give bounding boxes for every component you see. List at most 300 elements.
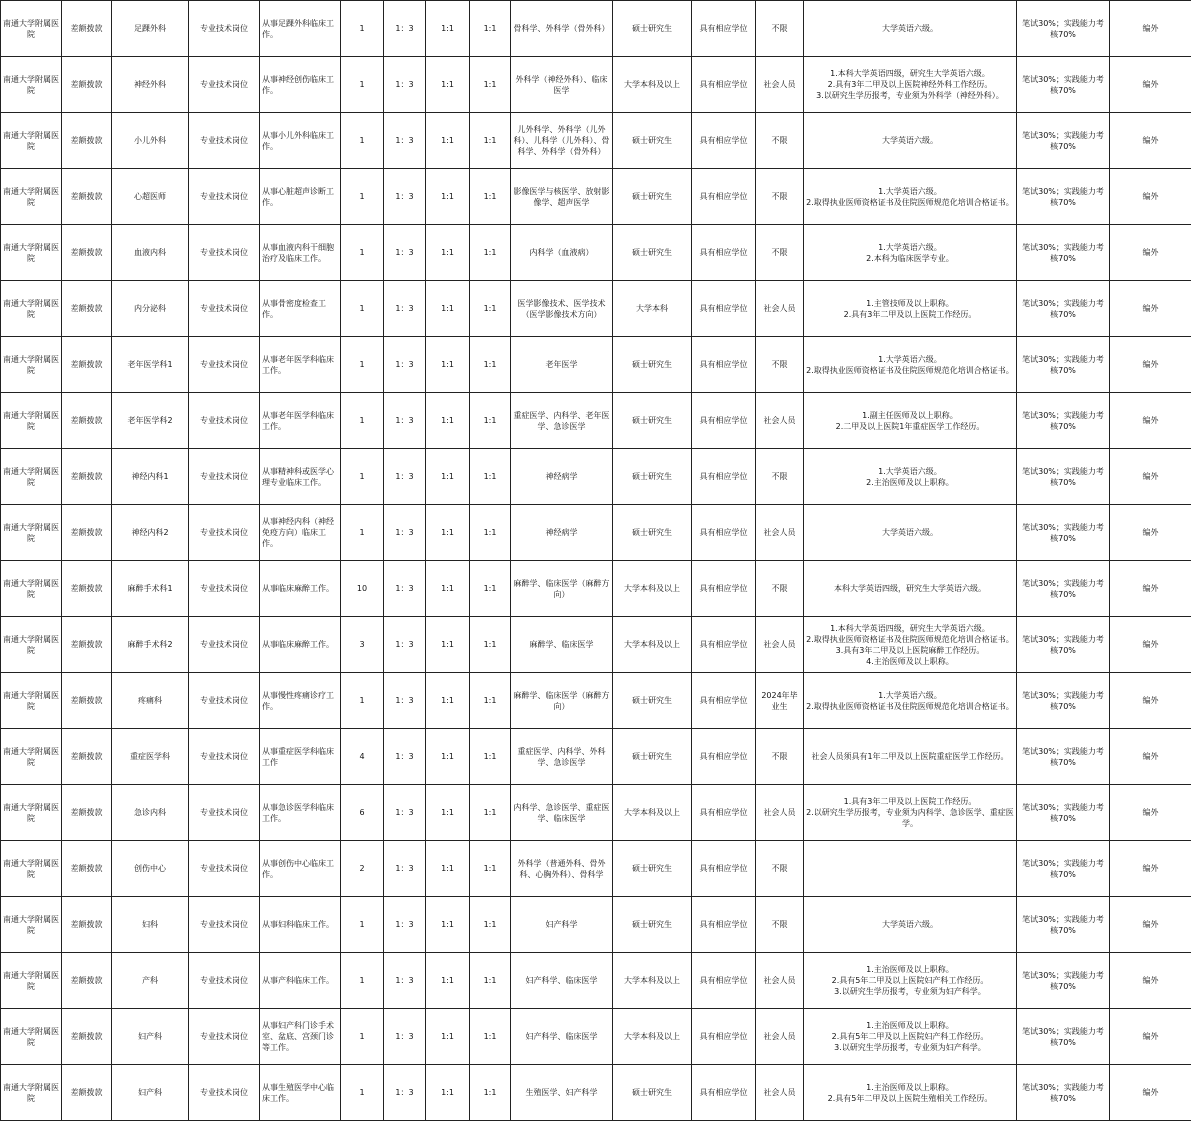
major-cell: 重症医学、内科学、老年医学、急诊医学 [511,393,613,449]
requirement-line: 2.取得执业医师资格证书及住院医师规范化培训合格证书。 [806,197,1014,208]
target-cell: 社会人员 [756,57,804,113]
target-cell: 社会人员 [756,1009,804,1065]
staffing-cell: 编外 [1110,113,1191,169]
staffing-cell: 编外 [1110,897,1191,953]
funding-cell: 差额拨款 [62,1065,112,1121]
count-cell: 6 [341,785,384,841]
requirement-line: 3.以研究生学历报考，专业须为外科学（神经外科）。 [806,90,1014,101]
education-cell: 硕士研究生 [613,337,692,393]
degree-cell: 具有相应学位 [692,841,756,897]
requirement-line: 1.本科大学英语四级，研究生大学英语六级。 [806,68,1014,79]
exam-ratio-cell: 1：3 [384,57,426,113]
ratio-2-cell: 1:1 [426,897,470,953]
education-cell: 大学本科及以上 [613,561,692,617]
requirements-cell [804,281,1017,337]
requirement-line: 1.主治医师及以上职称。 [806,964,1014,975]
post-cell: 内分泌科 [112,281,189,337]
unit-cell: 南通大学附属医院 [1,225,62,281]
unit-cell: 南通大学附属医院 [1,897,62,953]
exam-ratio-cell: 1：3 [384,337,426,393]
education-cell: 硕士研究生 [613,449,692,505]
funding-cell: 差额拨款 [62,281,112,337]
table-row [1,617,1191,673]
requirements-cell [804,729,1017,785]
education-cell: 大学本科及以上 [613,617,692,673]
degree-cell: 具有相应学位 [692,953,756,1009]
staffing-cell: 编外 [1110,841,1191,897]
ratio-2-cell: 1:1 [426,505,470,561]
staffing-cell: 编外 [1110,953,1191,1009]
requirement-line: 本科大学英语四级，研究生大学英语六级。 [806,583,1014,594]
target-cell: 社会人员 [756,393,804,449]
funding-cell: 差额拨款 [62,1,112,57]
requirements-cell [804,953,1017,1009]
duties-cell: 从事老年医学科临床工作。 [260,393,341,449]
requirement-line: 1.大学英语六级。 [806,186,1014,197]
target-cell: 2024年毕业生 [756,673,804,729]
exam-ratio-cell: 1：3 [384,449,426,505]
ratio-2-cell: 1:1 [426,393,470,449]
major-cell: 生殖医学、妇产科学 [511,1065,613,1121]
ratio-2-cell: 1:1 [426,225,470,281]
ratio-2-cell: 1:1 [426,729,470,785]
target-cell: 不限 [756,337,804,393]
count-cell: 1 [341,953,384,1009]
education-cell: 硕士研究生 [613,729,692,785]
count-cell: 1 [341,169,384,225]
degree-cell: 具有相应学位 [692,1,756,57]
requirement-line: 2.取得执业医师资格证书及住院医师规范化培训合格证书。 [806,634,1014,645]
degree-cell: 具有相应学位 [692,897,756,953]
requirement-line: 大学英语六级。 [806,135,1014,146]
table-row [1,449,1191,505]
ratio-3-cell: 1:1 [470,953,511,1009]
target-cell: 社会人员 [756,953,804,1009]
funding-cell: 差额拨款 [62,449,112,505]
method-cell: 笔试30%；实践能力考核70% [1017,169,1110,225]
category-cell: 专业技术岗位 [189,169,260,225]
degree-cell: 具有相应学位 [692,113,756,169]
post-cell: 足踝外科 [112,1,189,57]
unit-cell: 南通大学附属医院 [1,785,62,841]
duties-cell: 从事足踝外科临床工作。 [260,1,341,57]
major-cell: 儿外科学、外科学（儿外科）、儿科学（儿外科）、骨科学、外科学（骨外科） [511,113,613,169]
ratio-2-cell: 1:1 [426,561,470,617]
duties-cell: 从事急诊医学科临床工作。 [260,785,341,841]
unit-cell: 南通大学附属医院 [1,393,62,449]
funding-cell: 差额拨款 [62,1009,112,1065]
unit-cell: 南通大学附属医院 [1,113,62,169]
ratio-3-cell: 1:1 [470,617,511,673]
funding-cell: 差额拨款 [62,841,112,897]
target-cell: 不限 [756,449,804,505]
method-cell: 笔试30%；实践能力考核70% [1017,337,1110,393]
education-cell: 硕士研究生 [613,169,692,225]
count-cell: 1 [341,1065,384,1121]
exam-ratio-cell: 1：3 [384,113,426,169]
major-cell: 医学影像技术、医学技术（医学影像技术方向） [511,281,613,337]
requirement-line: 3.以研究生学历报考，专业须为妇产科学。 [806,986,1014,997]
funding-cell: 差额拨款 [62,113,112,169]
major-cell: 妇产科学 [511,897,613,953]
exam-ratio-cell: 1：3 [384,1,426,57]
duties-cell: 从事老年医学科临床工作。 [260,337,341,393]
method-cell: 笔试30%；实践能力考核70% [1017,561,1110,617]
education-cell: 硕士研究生 [613,1065,692,1121]
ratio-2-cell: 1:1 [426,337,470,393]
major-cell: 神经病学 [511,505,613,561]
education-cell: 大学本科及以上 [613,1009,692,1065]
funding-cell: 差额拨款 [62,225,112,281]
duties-cell: 从事创伤中心临床工作。 [260,841,341,897]
duties-cell: 从事神经创伤临床工作。 [260,57,341,113]
major-cell: 内科学（血液病） [511,225,613,281]
requirement-line: 大学英语六级。 [806,919,1014,930]
funding-cell: 差额拨款 [62,953,112,1009]
category-cell: 专业技术岗位 [189,281,260,337]
ratio-2-cell: 1:1 [426,281,470,337]
table-row [1,1,1191,57]
requirement-line: 1.主管技师及以上职称。 [806,298,1014,309]
exam-ratio-cell: 1：3 [384,729,426,785]
degree-cell: 具有相应学位 [692,729,756,785]
exam-ratio-cell: 1：3 [384,505,426,561]
table-row [1,953,1191,1009]
requirements-cell [804,617,1017,673]
ratio-3-cell: 1:1 [470,785,511,841]
education-cell: 硕士研究生 [613,673,692,729]
education-cell: 大学本科 [613,281,692,337]
target-cell: 不限 [756,729,804,785]
requirement-line: 大学英语六级。 [806,23,1014,34]
table-row [1,113,1191,169]
staffing-cell: 编外 [1110,1,1191,57]
target-cell: 社会人员 [756,505,804,561]
staffing-cell: 编外 [1110,729,1191,785]
exam-ratio-cell: 1：3 [384,1009,426,1065]
exam-ratio-cell: 1：3 [384,785,426,841]
funding-cell: 差额拨款 [62,673,112,729]
exam-ratio-cell: 1：3 [384,393,426,449]
count-cell: 1 [341,337,384,393]
staffing-cell: 编外 [1110,57,1191,113]
method-cell: 笔试30%；实践能力考核70% [1017,841,1110,897]
staffing-cell: 编外 [1110,393,1191,449]
ratio-3-cell: 1:1 [470,225,511,281]
unit-cell: 南通大学附属医院 [1,449,62,505]
funding-cell: 差额拨款 [62,169,112,225]
requirement-line: 2.具有3年二甲及以上医院工作经历。 [806,309,1014,320]
count-cell: 4 [341,729,384,785]
table-row [1,1065,1191,1121]
count-cell: 1 [341,113,384,169]
staffing-cell: 编外 [1110,785,1191,841]
category-cell: 专业技术岗位 [189,113,260,169]
requirement-line: 2.主治医师及以上职称。 [806,477,1014,488]
method-cell: 笔试30%；实践能力考核70% [1017,1,1110,57]
unit-cell: 南通大学附属医院 [1,617,62,673]
ratio-2-cell: 1:1 [426,449,470,505]
requirements-cell [804,1,1017,57]
category-cell: 专业技术岗位 [189,1065,260,1121]
requirements-cell [804,1065,1017,1121]
count-cell: 1 [341,57,384,113]
category-cell: 专业技术岗位 [189,673,260,729]
requirement-line: 1.主治医师及以上职称。 [806,1020,1014,1031]
duties-cell: 从事重症医学科临床工作 [260,729,341,785]
funding-cell: 差额拨款 [62,505,112,561]
staffing-cell: 编外 [1110,1009,1191,1065]
count-cell: 1 [341,225,384,281]
major-cell: 妇产科学、临床医学 [511,953,613,1009]
post-cell: 重症医学科 [112,729,189,785]
requirement-line: 2.本科为临床医学专业。 [806,253,1014,264]
method-cell: 笔试30%；实践能力考核70% [1017,113,1110,169]
post-cell: 妇科 [112,897,189,953]
requirement-line: 1.大学英语六级。 [806,690,1014,701]
ratio-3-cell: 1:1 [470,729,511,785]
table-row [1,281,1191,337]
post-cell: 疼痛科 [112,673,189,729]
unit-cell: 南通大学附属医院 [1,841,62,897]
requirement-line: 2.以研究生学历报考，专业须为内科学、急诊医学、重症医学。 [806,807,1014,829]
staffing-cell: 编外 [1110,505,1191,561]
ratio-2-cell: 1:1 [426,169,470,225]
unit-cell: 南通大学附属医院 [1,505,62,561]
target-cell: 不限 [756,1,804,57]
category-cell: 专业技术岗位 [189,897,260,953]
requirements-cell [804,841,1017,897]
staffing-cell: 编外 [1110,281,1191,337]
method-cell: 笔试30%；实践能力考核70% [1017,897,1110,953]
method-cell: 笔试30%；实践能力考核70% [1017,449,1110,505]
requirements-cell [804,57,1017,113]
method-cell: 笔试30%；实践能力考核70% [1017,281,1110,337]
unit-cell: 南通大学附属医院 [1,953,62,1009]
exam-ratio-cell: 1：3 [384,281,426,337]
method-cell: 笔试30%；实践能力考核70% [1017,393,1110,449]
unit-cell: 南通大学附属医院 [1,561,62,617]
major-cell: 骨科学、外科学（骨外科） [511,1,613,57]
target-cell: 社会人员 [756,617,804,673]
degree-cell: 具有相应学位 [692,281,756,337]
category-cell: 专业技术岗位 [189,1,260,57]
unit-cell: 南通大学附属医院 [1,281,62,337]
duties-cell: 从事妇产科门诊手术室、盆底、宫颈门诊等工作。 [260,1009,341,1065]
ratio-2-cell: 1:1 [426,673,470,729]
staffing-cell: 编外 [1110,617,1191,673]
unit-cell: 南通大学附属医院 [1,337,62,393]
table-row [1,57,1191,113]
table-row [1,225,1191,281]
degree-cell: 具有相应学位 [692,785,756,841]
category-cell: 专业技术岗位 [189,393,260,449]
funding-cell: 差额拨款 [62,337,112,393]
target-cell: 不限 [756,169,804,225]
target-cell: 不限 [756,841,804,897]
major-cell: 外科学（普通外科、骨外科、心胸外科）、骨科学 [511,841,613,897]
funding-cell: 差额拨款 [62,729,112,785]
requirement-line: 2.具有3年二甲及以上医院神经外科工作经历。 [806,79,1014,90]
table-row [1,393,1191,449]
table-row [1,729,1191,785]
education-cell: 硕士研究生 [613,1,692,57]
post-cell: 神经外科 [112,57,189,113]
table-row [1,1009,1191,1065]
ratio-2-cell: 1:1 [426,113,470,169]
major-cell: 妇产科学、临床医学 [511,1009,613,1065]
duties-cell: 从事临床麻醉工作。 [260,617,341,673]
post-cell: 妇产科 [112,1065,189,1121]
count-cell: 1 [341,1009,384,1065]
post-cell: 血液内科 [112,225,189,281]
unit-cell: 南通大学附属医院 [1,57,62,113]
method-cell: 笔试30%；实践能力考核70% [1017,1065,1110,1121]
ratio-2-cell: 1:1 [426,953,470,1009]
ratio-2-cell: 1:1 [426,57,470,113]
method-cell: 笔试30%；实践能力考核70% [1017,1009,1110,1065]
requirement-line: 3.具有3年二甲及以上医院麻醉工作经历。 [806,645,1014,656]
requirement-line: 2.具有5年二甲及以上医院生殖相关工作经历。 [806,1093,1014,1104]
duties-cell: 从事心脏超声诊断工作。 [260,169,341,225]
ratio-2-cell: 1:1 [426,617,470,673]
category-cell: 专业技术岗位 [189,561,260,617]
table-row [1,841,1191,897]
requirement-line: 2.取得执业医师资格证书及住院医师规范化培训合格证书。 [806,365,1014,376]
staffing-cell: 编外 [1110,449,1191,505]
exam-ratio-cell: 1：3 [384,897,426,953]
funding-cell: 差额拨款 [62,57,112,113]
table-row [1,673,1191,729]
staffing-cell: 编外 [1110,1065,1191,1121]
degree-cell: 具有相应学位 [692,561,756,617]
requirements-cell [804,785,1017,841]
requirement-line: 社会人员须具有1年二甲及以上医院重症医学工作经历。 [806,751,1014,762]
duties-cell: 从事慢性疼痛诊疗工作。 [260,673,341,729]
category-cell: 专业技术岗位 [189,617,260,673]
post-cell: 老年医学科2 [112,393,189,449]
education-cell: 硕士研究生 [613,225,692,281]
exam-ratio-cell: 1：3 [384,225,426,281]
method-cell: 笔试30%；实践能力考核70% [1017,673,1110,729]
degree-cell: 具有相应学位 [692,449,756,505]
staffing-cell: 编外 [1110,561,1191,617]
funding-cell: 差额拨款 [62,561,112,617]
major-cell: 重症医学、内科学、外科学、急诊医学 [511,729,613,785]
ratio-3-cell: 1:1 [470,673,511,729]
requirement-line: 2.二甲及以上医院1年重症医学工作经历。 [806,421,1014,432]
category-cell: 专业技术岗位 [189,225,260,281]
education-cell: 硕士研究生 [613,113,692,169]
ratio-3-cell: 1:1 [470,169,511,225]
ratio-2-cell: 1:1 [426,1009,470,1065]
count-cell: 1 [341,505,384,561]
count-cell: 1 [341,393,384,449]
post-cell: 心超医师 [112,169,189,225]
degree-cell: 具有相应学位 [692,393,756,449]
ratio-3-cell: 1:1 [470,1009,511,1065]
count-cell: 1 [341,281,384,337]
unit-cell: 南通大学附属医院 [1,1065,62,1121]
requirements-cell [804,673,1017,729]
major-cell: 影像医学与核医学、放射影像学、超声医学 [511,169,613,225]
category-cell: 专业技术岗位 [189,1009,260,1065]
ratio-2-cell: 1:1 [426,785,470,841]
duties-cell: 从事产科临床工作。 [260,953,341,1009]
requirement-line: 1.具有3年二甲及以上医院工作经历。 [806,796,1014,807]
category-cell: 专业技术岗位 [189,953,260,1009]
method-cell: 笔试30%；实践能力考核70% [1017,505,1110,561]
requirements-cell [804,449,1017,505]
requirement-line: 2.具有5年二甲及以上医院妇产科工作经历。 [806,1031,1014,1042]
target-cell: 社会人员 [756,785,804,841]
table-row [1,785,1191,841]
count-cell: 1 [341,897,384,953]
requirements-cell [804,225,1017,281]
degree-cell: 具有相应学位 [692,505,756,561]
ratio-3-cell: 1:1 [470,57,511,113]
major-cell: 麻醉学、临床医学（麻醉方向） [511,561,613,617]
exam-ratio-cell: 1：3 [384,617,426,673]
ratio-3-cell: 1:1 [470,1065,511,1121]
count-cell: 1 [341,449,384,505]
category-cell: 专业技术岗位 [189,57,260,113]
category-cell: 专业技术岗位 [189,729,260,785]
duties-cell: 从事骨密度检查工作。 [260,281,341,337]
category-cell: 专业技术岗位 [189,785,260,841]
unit-cell: 南通大学附属医院 [1,1009,62,1065]
requirement-line: 4.主治医师及以上职称。 [806,656,1014,667]
ratio-3-cell: 1:1 [470,897,511,953]
category-cell: 专业技术岗位 [189,841,260,897]
method-cell: 笔试30%；实践能力考核70% [1017,57,1110,113]
post-cell: 创伤中心 [112,841,189,897]
method-cell: 笔试30%；实践能力考核70% [1017,729,1110,785]
requirement-line: 1.本科大学英语四级，研究生大学英语六级。 [806,623,1014,634]
exam-ratio-cell: 1：3 [384,169,426,225]
target-cell: 不限 [756,897,804,953]
post-cell: 老年医学科1 [112,337,189,393]
requirement-line: 1.大学英语六级。 [806,466,1014,477]
target-cell: 不限 [756,113,804,169]
method-cell: 笔试30%；实践能力考核70% [1017,953,1110,1009]
requirements-cell [804,561,1017,617]
requirement-line: 2.具有5年二甲及以上医院妇产科工作经历。 [806,975,1014,986]
degree-cell: 具有相应学位 [692,673,756,729]
exam-ratio-cell: 1：3 [384,841,426,897]
method-cell: 笔试30%；实践能力考核70% [1017,617,1110,673]
funding-cell: 差额拨款 [62,785,112,841]
staffing-cell: 编外 [1110,169,1191,225]
major-cell: 麻醉学、临床医学 [511,617,613,673]
degree-cell: 具有相应学位 [692,57,756,113]
duties-cell: 从事精神科或医学心理专业临床工作。 [260,449,341,505]
staffing-cell: 编外 [1110,673,1191,729]
exam-ratio-cell: 1：3 [384,673,426,729]
duties-cell: 从事血液内科干细胞治疗及临床工作。 [260,225,341,281]
requirement-line: 1.大学英语六级。 [806,242,1014,253]
education-cell: 硕士研究生 [613,841,692,897]
post-cell: 麻醉手术科1 [112,561,189,617]
major-cell: 内科学、急诊医学、重症医学、临床医学 [511,785,613,841]
duties-cell: 从事生殖医学中心临床工作。 [260,1065,341,1121]
category-cell: 专业技术岗位 [189,505,260,561]
requirements-cell [804,897,1017,953]
requirements-cell [804,393,1017,449]
table-body [1,1,1191,1121]
degree-cell: 具有相应学位 [692,169,756,225]
major-cell: 老年医学 [511,337,613,393]
